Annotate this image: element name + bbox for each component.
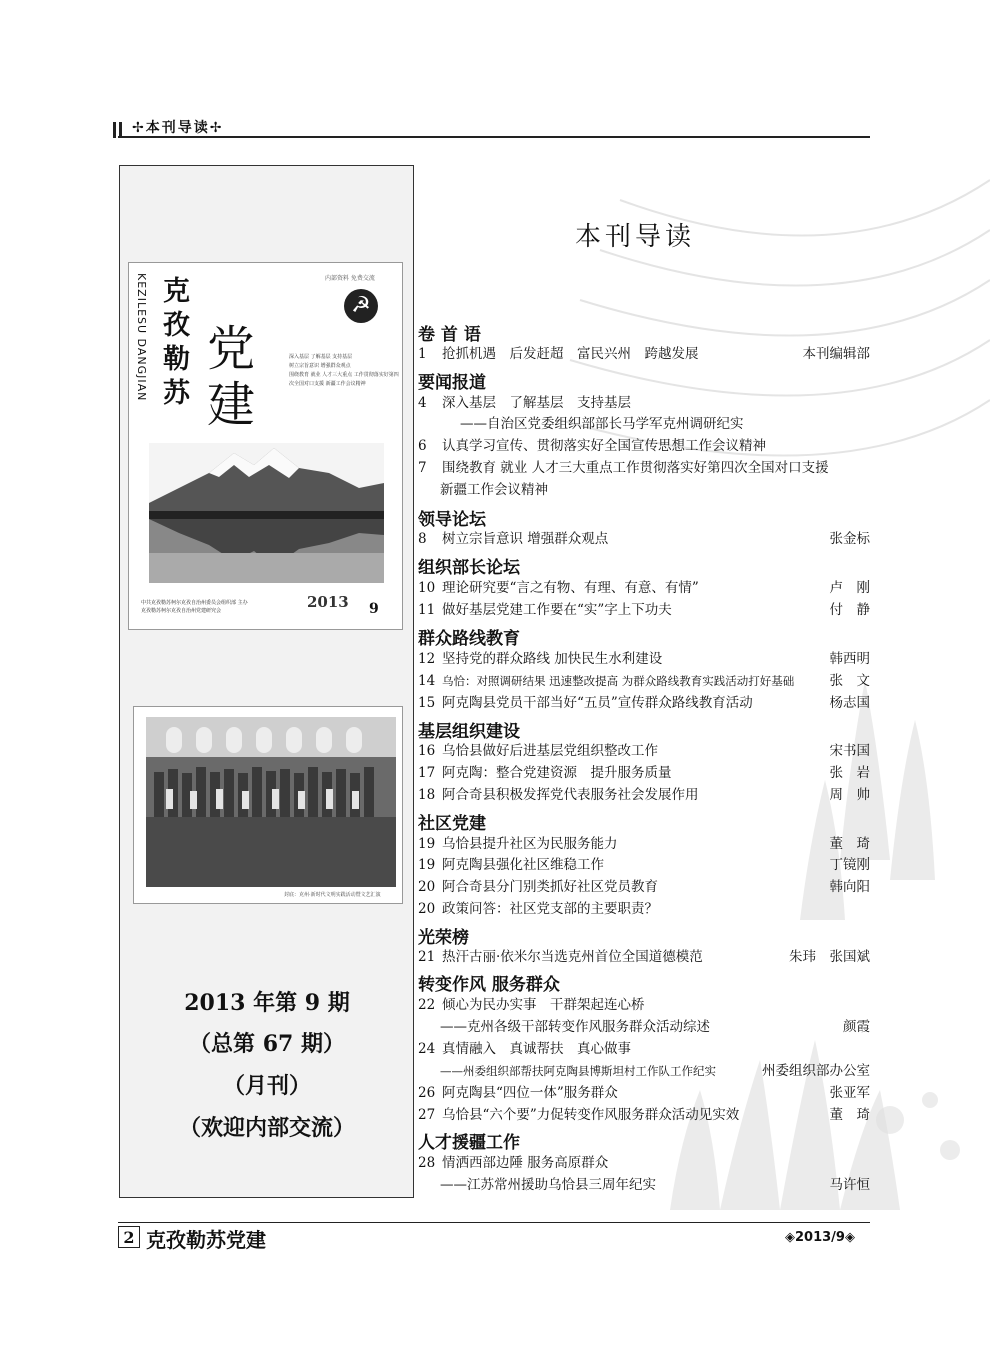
footer-magazine-title: 克孜勒苏党建 (146, 1228, 266, 1252)
toc-page: 20 (418, 901, 436, 917)
toc-entry[interactable] (418, 458, 870, 478)
toc-page: 15 (418, 695, 436, 711)
toc-entry[interactable] (418, 1083, 870, 1103)
toc-title: 乌恰：对照调研结果 迅速整改提高 为群众路线教育实践活动打好基础 (442, 674, 795, 688)
toc-page: 4 (418, 395, 427, 411)
toc-section-heading: 转变作风 服务群众 (418, 975, 560, 995)
mountain-image (149, 443, 384, 583)
toc-subtitle-entry (440, 1017, 870, 1037)
toc-entry[interactable] (418, 1039, 870, 1059)
cover-line: 深入基层 了解基层 支持基层 (289, 354, 353, 360)
toc-entry[interactable] (418, 947, 870, 967)
toc-page: 8 (418, 531, 427, 547)
toc-entry[interactable] (418, 899, 870, 919)
toc-entry[interactable] (418, 529, 870, 549)
toc-title: 热汗古丽·依米尔当选克州首位全国道德模范 (442, 949, 703, 965)
toc-entry[interactable] (418, 693, 870, 713)
cover-pinyin: KEZILESU DANGJIAN (135, 273, 148, 402)
cover-line: 树立宗旨意识 增强群众观点 (289, 363, 351, 369)
toc-page: 28 (418, 1155, 436, 1171)
toc-author: 颜霞 (843, 1019, 870, 1035)
toc-entry[interactable] (418, 1105, 870, 1125)
toc-section-heading: 社区党建 (418, 814, 486, 834)
page-number: 2 (118, 1226, 140, 1248)
party-emblem-icon: ☭ (344, 289, 378, 323)
footer-rule (118, 1222, 870, 1223)
toc-title: 真情融入 真诚帮扶 真心做事 (442, 1041, 631, 1057)
toc-title: 深入基层 了解基层 支持基层 (442, 395, 631, 411)
toc-subtitle: ——克州各级干部转变作风服务群众活动综述 (440, 1019, 710, 1035)
toc-entry[interactable] (418, 995, 870, 1015)
toc-section-heading: 人才援疆工作 (418, 1133, 520, 1153)
toc-title: 阿合奇县分门别类抓好社区党员教育 (442, 879, 658, 895)
toc-subtitle: ——州委组织部帮扶阿克陶县博斯坦村工作队工作纪实 (440, 1064, 716, 1078)
toc-page: 7 (418, 460, 427, 476)
toc-entry[interactable] (418, 763, 870, 783)
magazine-cover (128, 262, 403, 630)
toc-entry[interactable] (418, 741, 870, 761)
toc-subtitle-entry (440, 1175, 870, 1195)
issue-year-number: 2013 年第 9 期 (184, 990, 350, 1016)
toc-title: 树立宗旨意识 增强群众观点 (442, 531, 609, 547)
toc-page: 14 (418, 673, 436, 689)
cover-title-ke: 克孜勒苏 (163, 276, 190, 409)
toc-subtitle: ——江苏常州援助乌恰县三周年纪实 (440, 1177, 656, 1193)
toc-page: 18 (418, 787, 436, 803)
toc-title: 抢抓机遇 后发赶超 富民兴州 跨越发展 (442, 346, 699, 362)
toc-author: 卢 刚 (829, 580, 870, 596)
toc-author: 董 琦 (829, 836, 870, 852)
photo-scene (146, 717, 396, 887)
toc-author: 周 帅 (829, 787, 870, 803)
toc-section-heading: 组织部长论坛 (418, 558, 520, 578)
cover-publisher-line: 克孜勒苏柯尔克孜自治州党建研究会 (141, 608, 222, 614)
toc-entry[interactable] (418, 649, 870, 669)
toc-section-heading: 基层组织建设 (418, 722, 520, 742)
cover-year: 2013 (307, 593, 349, 611)
toc-entry[interactable] (418, 393, 870, 413)
toc-entry[interactable] (418, 785, 870, 805)
toc-page: 10 (418, 580, 436, 596)
toc-author: 丁镜刚 (829, 857, 870, 873)
toc-page: 24 (418, 1041, 436, 1057)
toc-section-heading: 领导论坛 (418, 510, 486, 530)
toc-entry[interactable] (418, 1153, 870, 1173)
toc-page: 16 (418, 743, 436, 759)
toc-page: 19 (418, 836, 436, 852)
issue-circulation: （欢迎内部交流） (178, 1116, 355, 1141)
toc-title: 阿克陶县强化社区维稳工作 (442, 857, 604, 873)
toc-entry[interactable] (418, 578, 870, 598)
toc-author: 州委组织部办公室 (762, 1063, 870, 1079)
toc-title: 阿合奇县积极发挥党代表服务社会发展作用 (442, 787, 699, 803)
group-photo (133, 706, 403, 904)
toc-author: 张 岩 (829, 765, 870, 781)
cover-tagline: 内部资料 免费交流 (325, 275, 375, 282)
toc-entry[interactable] (418, 436, 870, 456)
toc-page: 27 (418, 1107, 436, 1123)
toc-title: 乌恰县“六个要”力促转变作风服务群众活动见实效 (442, 1107, 740, 1123)
toc-page: 22 (418, 997, 436, 1013)
toc-title: 倾心为民办实事 干群架起连心桥 (442, 997, 645, 1013)
toc-title: 理论研究要“言之有物、有理、有意、有情” (442, 580, 699, 596)
photo-caption: 封底：克州·新时代文明实践活动暨文艺汇演 (284, 892, 381, 898)
section-label-text: 本刊导读 (145, 120, 210, 136)
toc-subtitle: ——自治区党委组织部部长马学军克州调研纪实 (460, 416, 744, 432)
toc-page: 26 (418, 1085, 436, 1101)
toc-page: 21 (418, 949, 436, 965)
toc-page: 12 (418, 651, 436, 667)
cover-issue: 9 (369, 601, 379, 617)
toc-section-heading: 要闻报道 (418, 373, 486, 393)
toc-title: 乌恰县做好后进基层党组织整改工作 (442, 743, 658, 759)
cover-publisher (141, 599, 281, 615)
toc-author: 马许恒 (829, 1177, 870, 1193)
toc-title: 阿克陶县党员干部当好“五员”宣传群众路线教育活动 (442, 695, 753, 711)
issue-total: （总第 67 期） (189, 1031, 345, 1057)
toc-author: 韩西明 (829, 651, 870, 667)
toc-title: 政策问答：社区党支部的主要职责？ (442, 901, 658, 917)
toc-author: 宋书国 (829, 743, 870, 759)
toc-entry[interactable] (418, 671, 870, 691)
toc-page: 17 (418, 765, 436, 781)
toc-title: 阿克陶：整合党建资源 提升服务质量 (442, 765, 672, 781)
issue-frequency: （月刊） (222, 1073, 311, 1099)
footer-date: ◈2013/9◈ (785, 1230, 855, 1245)
toc-title: 乌恰县提升社区为民服务能力 (442, 836, 618, 852)
section-label: ✢本刊导读✢ (132, 120, 224, 136)
toc-section-heading: 光荣榜 (418, 928, 469, 948)
toc-entry[interactable] (418, 344, 870, 364)
toc-section-heading: 群众路线教育 (418, 629, 520, 649)
toc-title: 坚持党的群众路线 加快民生水利建设 (442, 651, 663, 667)
toc-section-heading: 卷 首 语 (418, 325, 481, 345)
toc-entry[interactable] (418, 834, 870, 854)
cover-title-dang: 党建 (207, 321, 256, 433)
toc-author: 张金标 (829, 531, 870, 547)
toc-title: 认真学习宣传、贯彻落实好全国宣传思想工作会议精神 (442, 438, 766, 454)
cover-line: 围绕教育 就业 人才三大重点 工作贯彻落实好第四次全国对口支援 新疆工作会议精神 (289, 372, 399, 387)
cover-lines (289, 353, 399, 389)
toc-author: 本刊编辑部 (802, 346, 870, 362)
toc-author: 张亚军 (829, 1085, 870, 1101)
toc-entry[interactable] (418, 600, 870, 620)
toc-title: 围绕教育 就业 人才三大重点工作贯彻落实好第四次全国对口支援 (442, 460, 829, 476)
toc-page: 1 (418, 346, 427, 362)
header-rule (118, 136, 870, 138)
toc-author: 张 文 (829, 673, 870, 689)
page-title: 本刊导读 (575, 222, 696, 252)
toc-page: 6 (418, 438, 427, 454)
toc-author: 杨志国 (829, 695, 870, 711)
toc-author: 付 静 (829, 602, 870, 618)
toc-author: 朱玮 张国斌 (789, 949, 870, 965)
toc-title: 情洒西部边陲 服务高原群众 (442, 1155, 609, 1171)
toc-title: 阿克陶县“四位一体”服务群众 (442, 1085, 618, 1101)
toc-entry[interactable] (418, 855, 870, 875)
toc-title: 做好基层党建工作要在“实”字上下功夫 (442, 602, 672, 618)
toc-title-continued: 新疆工作会议精神 (440, 482, 548, 498)
cover-publisher-line: 中共克孜勒苏柯尔克孜自治州委员会组织部 主办 (141, 600, 248, 606)
toc-subtitle-entry (440, 1061, 870, 1081)
toc-page: 19 (418, 857, 436, 873)
toc-page: 11 (418, 602, 436, 618)
toc-page: 20 (418, 879, 436, 895)
toc-author: 韩向阳 (829, 879, 870, 895)
toc-entry[interactable] (418, 877, 870, 897)
toc-author: 董 琦 (829, 1107, 870, 1123)
